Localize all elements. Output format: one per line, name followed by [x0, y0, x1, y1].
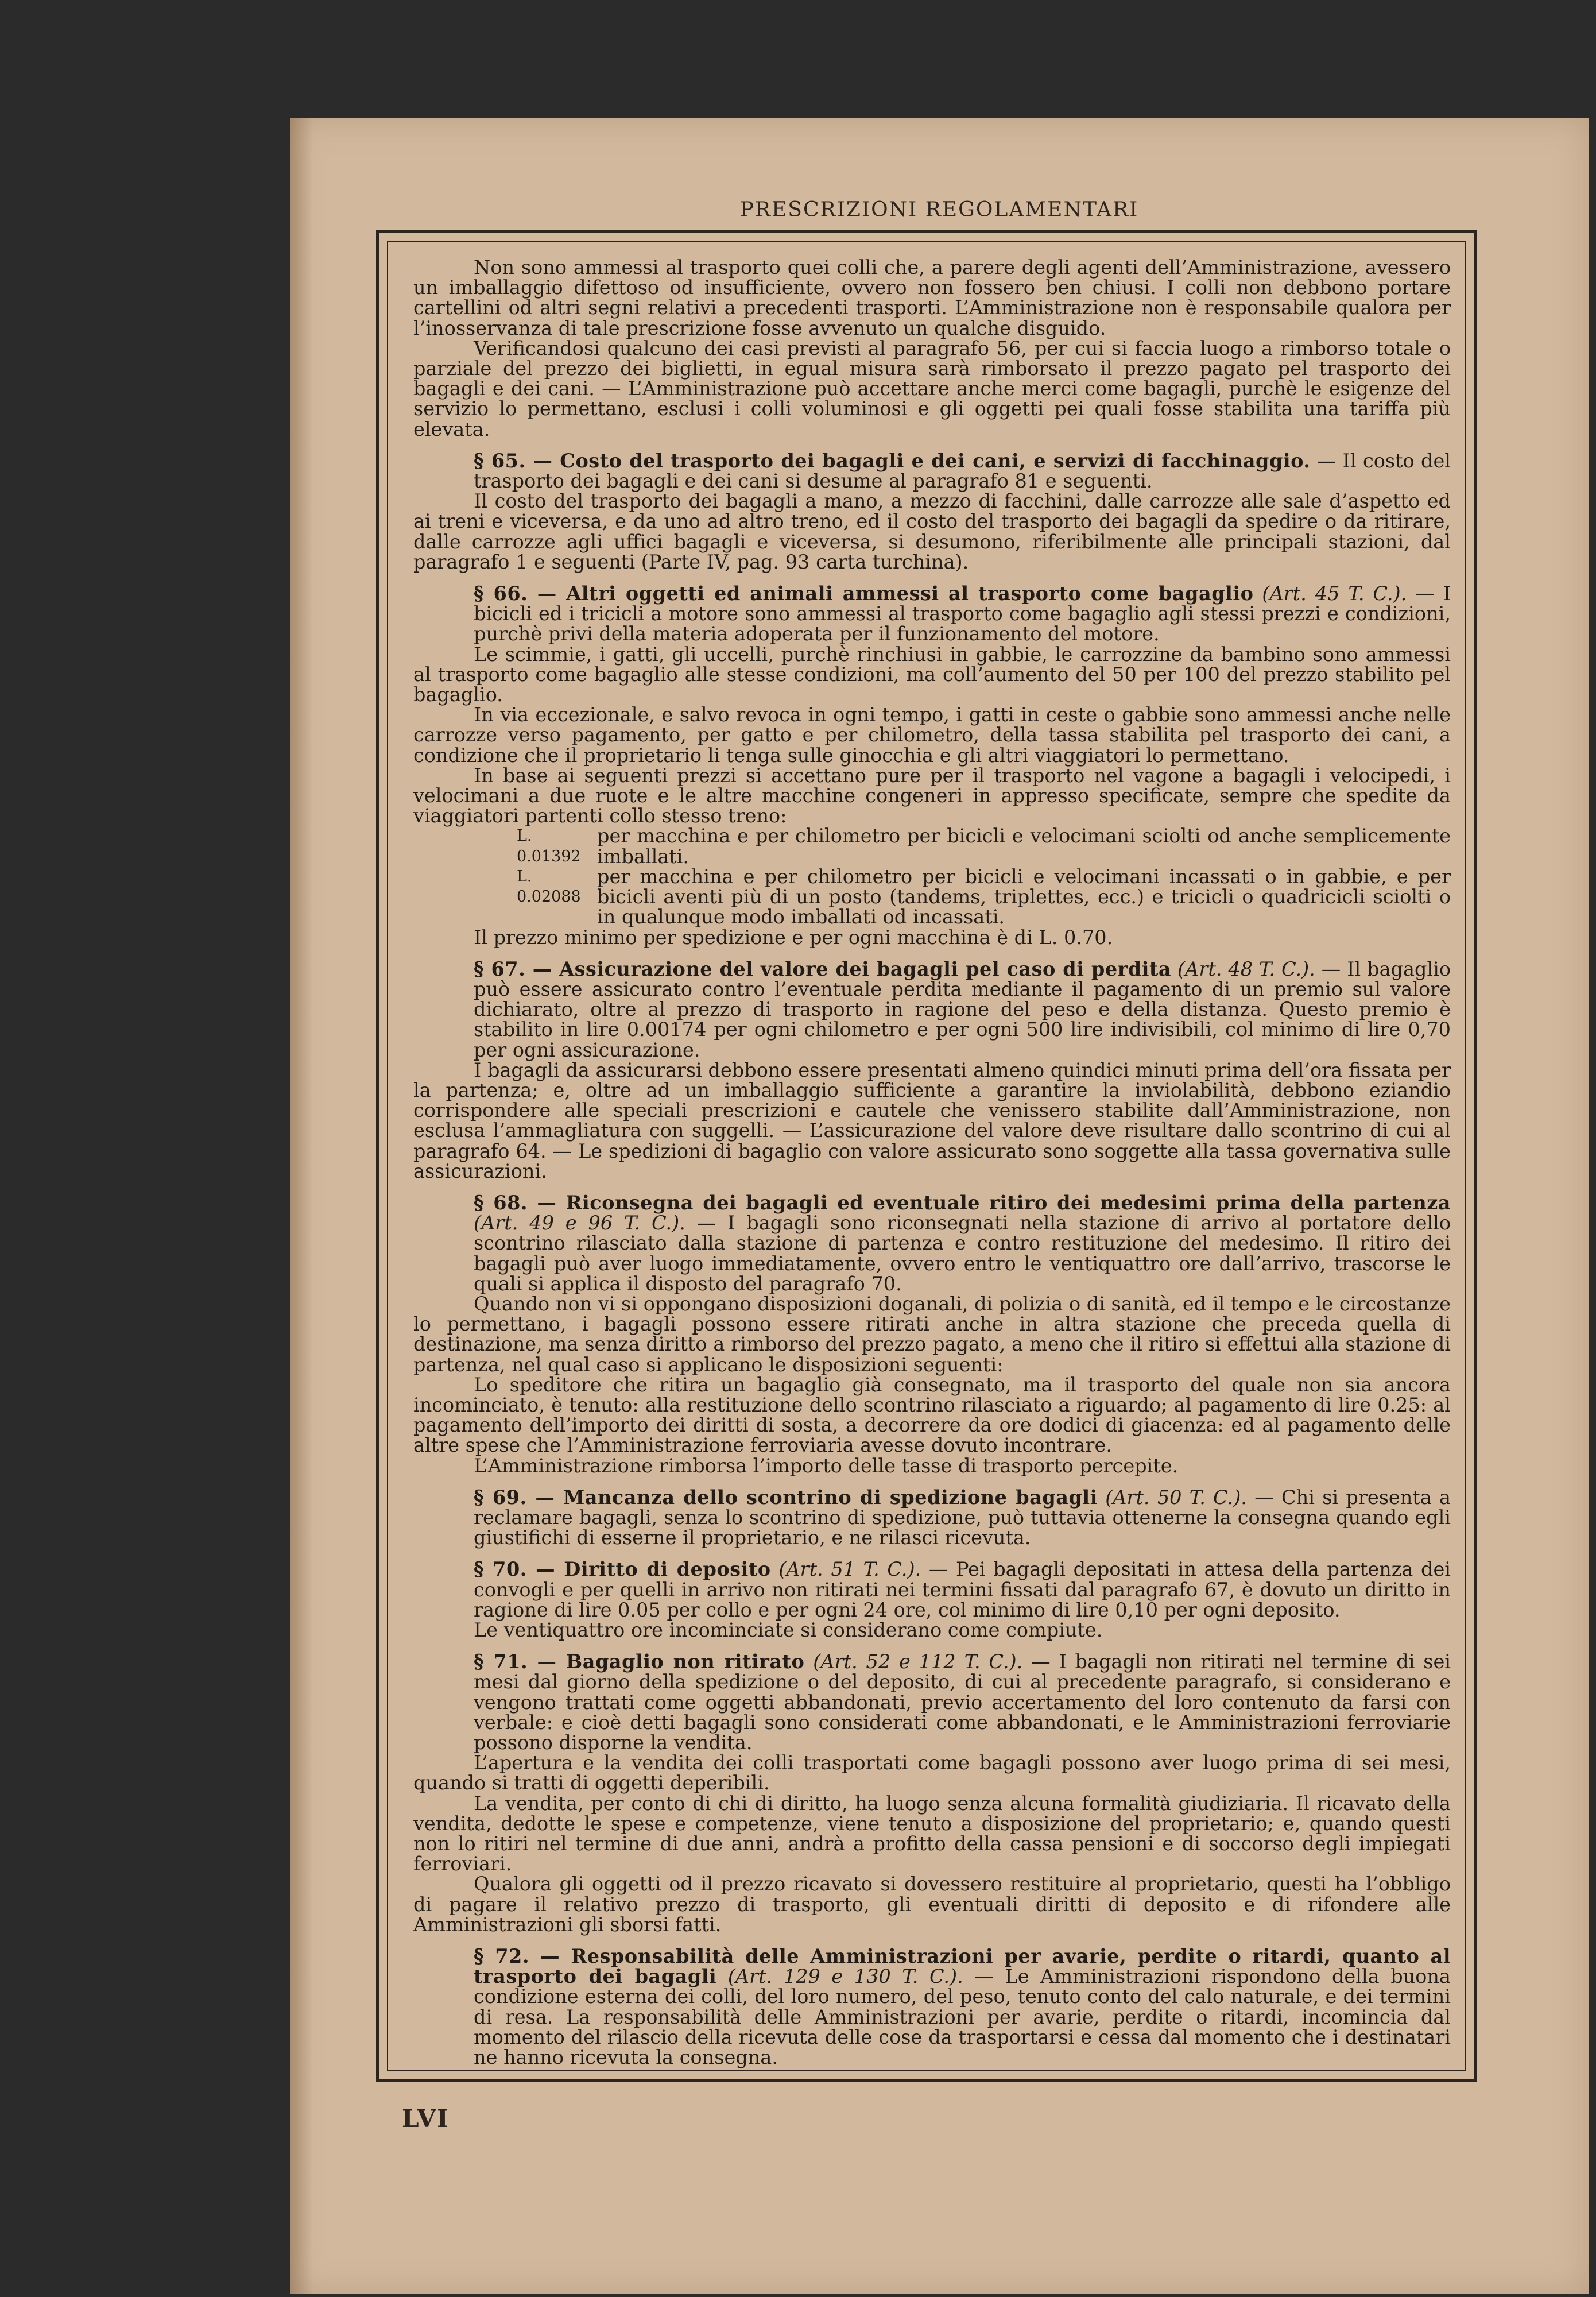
section-68-heading: § 68. — Riconsegna dei bagagli ed eventuale ritiro dei medesimi prima della partenza	[474, 1191, 1451, 1214]
tariff-row	[517, 867, 1451, 927]
paragraph-intro-1: Non sono ammessi al trasporto quei colli che, a parere degli agenti dell’Amministrazione, avessero un imballaggio difettoso od insufficiente, ovvero non fossero ben chiusi. I colli non debbono portare cartellini od altri segni relativi a precedenti trasporti. L’Amministrazione non è responsabile qualora per l’inosservanza di tale prescrizione fosse avvenuto un qualche disguido.	[413, 256, 1451, 339]
text-body	[413, 257, 1451, 2067]
section-71-heading: § 71. — Bagaglio non ritirato	[474, 1650, 805, 1673]
section-68-paragraph-3: Lo speditore che ritira un bagaglio già consegnato, ma il trasporto del quale non sia ancora incominciato, è tenuto: alla restituzione dello scontrino rilasciato a riguardo; al pagamento di lire 0.25: al pagamento dell’importo dei diritti di sosta, a decorrere da ore dodici di giacenza: ed al pagamento delle altre spese che l’Amministrazione ferroviaria avesse dovuto incontrare.	[413, 1373, 1451, 1457]
section-66-paragraph-5: Il prezzo minimo per spedizione e per ogni macchina è di L. 0.70.	[474, 926, 1113, 949]
section-68-paragraph-4: L’Amministrazione rimborsa l’importo delle tasse di trasporto percepite.	[474, 1454, 1179, 1477]
section-66-paragraph-4: In base ai seguenti prezzi si accettano pure per il trasporto nel vagone a bagagli i velocipedi, i velocimani a due ruote e le altre macchine congeneri in appresso specificate, sempre che spedite da viaggiatori partenti collo stesso treno:	[413, 764, 1451, 827]
text-frame	[376, 230, 1477, 2082]
section-71-paragraph-2: L’apertura e la vendita dei colli trasportati come bagagli possono aver luogo prima di sei mesi, quando si tratti di oggetti deperibili.	[413, 1751, 1451, 1795]
section-72	[413, 1946, 1451, 2067]
paragraph-intro-2: Verificandosi qualcuno dei casi previsti al paragrafo 56, per cui si faccia luogo a rimborso totale o parziale del prezzo dei biglietti, in egual misura sarà rimborsato il prezzo pagato pel trasporto dei bagagli e dei cani. — L’Amministrazione può accettare anche merci come bagagli, purchè le esigenze del servizio lo permettano, esclusi i colli voluminosi e gli oggetti pei quali fosse stabilita una tariffa più elevata.	[413, 337, 1451, 440]
document-page	[290, 118, 1589, 2294]
section-65-body: — Il costo del trasporto dei bagagli e dei cani si desume al paragrafo 81 e seguenti.	[474, 449, 1451, 493]
section-71-reference: (Art. 52 e 112 T. C.).	[813, 1650, 1023, 1673]
section-70	[413, 1559, 1451, 1620]
section-70-heading: § 70. — Diritto di deposito	[474, 1558, 771, 1581]
section-67	[413, 959, 1451, 1060]
section-72-body: — Le Amministrazioni rispondono della buona condizione esterna dei colli, del loro numero, del peso, tenuto conto del calo naturale, e dei termini di resa. La responsabilità delle Amministrazioni per avarie, perdite o ritardi, incomincia dal momento del rilascio della ricevuta delle cose da trasportarsi e cessa dal momento che i destinatari ne hanno ricevuta la consegna.	[474, 1965, 1451, 2069]
section-67-body: — Il bagaglio può essere assicurato contro l’eventuale perdita mediante il pagamento di un premio sul valore dichiarato, oltre al prezzo di trasporto in ragione del peso e della distanza. Questo premio è stabilito in lire 0.00174 per ogni chilometro e per ogni 500 lire indivisibili, col minimo di lire 0,70 per ogni assicurazione.	[474, 957, 1451, 1061]
section-69-heading: § 69. — Mancanza dello scontrino di spedizione bagagli	[474, 1486, 1098, 1509]
section-66-reference: (Art. 45 T. C.).	[1262, 582, 1407, 605]
section-71-body: — I bagagli non ritirati nel termine di sei mesi dal giorno della spedizione o del deposito, di cui al precedente paragrafo, si considerano e vengono trattati come oggetti abbandonati, previo accertamento del loro contenuto da farsi con verbale: e cioè detti bagagli sono considerati come abbandonati, e le Amministrazioni ferroviarie possono disporne la vendita.	[474, 1650, 1451, 1754]
tariff-description: per macchina e per chilometro per bicicli e velocimani incassati o in gabbie, e per bicicli aventi più di un posto (tandems, triplettes, ecc.) e tricicli o quadricicli sciolti o in qualunque modo imballati od incassati.	[597, 865, 1451, 929]
tariff-description: per macchina e per chilometro per bicicli e velocimani sciolti od anche semplicemente imballati.	[597, 825, 1451, 868]
section-67-reference: (Art. 48 T. C.).	[1177, 957, 1315, 980]
section-65-heading: § 65. — Costo del trasporto dei bagagli e dei cani, e servizi di facchinaggio.	[474, 449, 1311, 472]
section-71-paragraph-4: Qualora gli oggetti od il prezzo ricavato si dovessero restituire al proprietario, questi ha l’obbligo di pagare il relativo prezzo di trasporto, gli eventuali diritti di deposito e di rifondere alle Amministrazioni gli sborsi fatti.	[413, 1873, 1451, 1936]
tariff-amount: L. 0.01392	[517, 827, 581, 865]
section-72-reference: (Art. 129 e 130 T. C.).	[727, 1965, 963, 1988]
tariff-row	[517, 826, 1451, 866]
section-66-paragraph-3: In via eccezionale, e salvo revoca in ogni tempo, i gatti in ceste o gabbie sono ammessi anche nelle carrozze verso pagamento, per gatto e per chilometro, della tassa stabilita pel trasporto dei cani, a condizione che il proprietario li tenga sulle ginocchia e gli altri viaggiatori lo permettano.	[413, 703, 1451, 767]
section-66-paragraph-2: Le scimmie, i gatti, gli uccelli, purchè rinchiusi in gabbie, le carrozzine da bambino sono ammessi al trasporto come bagaglio alle stesse condizioni, ma coll’aumento del 50 per 100 del prezzo stabilito pel bagaglio.	[413, 643, 1451, 706]
section-65	[413, 451, 1451, 491]
section-65-paragraph-2: Il costo del trasporto dei bagagli a mano, a mezzo di facchini, dalle carrozze alle sale d’aspetto ed ai treni e viceversa, e da uno ad altro treno, ed il costo del trasporto dei bagagli da spedire o da ritirare, dalle carrozze agli uffici bagagli e viceversa, si desumono, riferibilmente alle principali stazioni, dal paragrafo 1 e seguenti (Parte IV, pag. 93 carta turchina).	[413, 490, 1451, 573]
section-72-heading: § 72. — Responsabilità delle Amministrazioni per avarie, perdite o ritardi, quanto al trasporto dei bagagli	[474, 1945, 1451, 1988]
section-69-reference: (Art. 50 T. C.).	[1105, 1486, 1247, 1509]
section-69-body: — Chi si presenta a reclamare bagagli, senza lo scontrino di spedizione, può tuttavia ottenerne la consegna quando egli giustifichi di esserne il proprietario, e ne rilasci ricevuta.	[474, 1486, 1451, 1549]
page-number: LVI	[402, 2105, 450, 2133]
section-66-heading: § 66. — Altri oggetti ed animali ammessi al trasporto come bagaglio	[474, 582, 1254, 605]
section-67-heading: § 67. — Assicurazione del valore dei bagagli pel caso di perdita	[474, 957, 1172, 980]
section-70-body: — Pei bagagli depositati in attesa della partenza dei convogli e per quelli in arrivo non ritirati nei termini fissati dal paragrafo 67, è dovuto un diritto in ragione di lire 0.05 per collo e per ogni 24 ore, col minimo di lire 0,10 per ogni deposito.	[474, 1558, 1451, 1621]
section-66	[413, 583, 1451, 644]
section-68-reference: (Art. 49 e 96 T. C.).	[474, 1212, 685, 1235]
section-68	[413, 1193, 1451, 1294]
section-66-body: — I bicicli ed i tricicli a motore sono ammessi al trasporto come bagaglio agli stessi prezzi e condizioni, purchè privi della materia adoperata per il funzionamento del motore.	[474, 582, 1451, 645]
section-67-paragraph-2: I bagagli da assicurarsi debbono essere presentati almeno quindici minuti prima dell’ora fissata per la partenza; e, oltre ad un imballaggio sufficiente a garantire la inviolabilità, debbono eziandio corrispondere alle speciali prescrizioni e cautele che venissero stabilite dall’Amministrazione, non esclusa l’ammagliatura con suggelli. — L’assicurazione del valore deve risultare dallo scontrino di cui al paragrafo 64. — Le spedizioni di bagaglio con valore assicurato sono soggette alla tassa governativa sulle assicurazioni.	[413, 1058, 1451, 1182]
section-70-paragraph-2: Le ventiquattro ore incominciate si considerano come compiute.	[474, 1619, 1103, 1641]
section-69	[413, 1487, 1451, 1548]
section-71	[413, 1652, 1451, 1753]
tariff-amount: L. 0.02088	[517, 867, 581, 906]
section-68-paragraph-2: Quando non vi si oppongano disposizioni doganali, di polizia o di sanità, ed il tempo e le circostanze lo permettano, i bagagli possono essere ritirati anche in altra stazione che preceda quella di destinazione, ma senza diritto a rimborso del prezzo pagato, a meno che il ritiro si effettui alla stazione di partenza, nel qual caso si applicano le disposizioni seguenti:	[413, 1292, 1451, 1376]
section-68-body: — I bagagli sono riconsegnati nella stazione di arrivo al portatore dello scontrino rilasciato dalla stazione di partenza e contro restituzione del medesimo. Il ritiro dei bagagli può aver luogo immediatamente, ovvero entro le ventiquattro ore dall’arrivo, trascorse le quali si applica il disposto del paragrafo 70.	[474, 1212, 1451, 1295]
running-head: PRESCRIZIONI REGOLAMENTARI	[739, 198, 1139, 222]
section-70-reference: (Art. 51 T. C.).	[778, 1558, 921, 1581]
section-71-paragraph-3: La vendita, per conto di chi di diritto, ha luogo senza alcuna formalità giudiziaria. Il ricavato della vendita, dedotte le spese e competenze, viene tenuto a disposizione del proprietario; e, quando questi non lo ritiri nel termine di due anni, andrà a profitto della cassa pensioni e di soccorso degli impiegati ferroviari.	[413, 1792, 1451, 1876]
